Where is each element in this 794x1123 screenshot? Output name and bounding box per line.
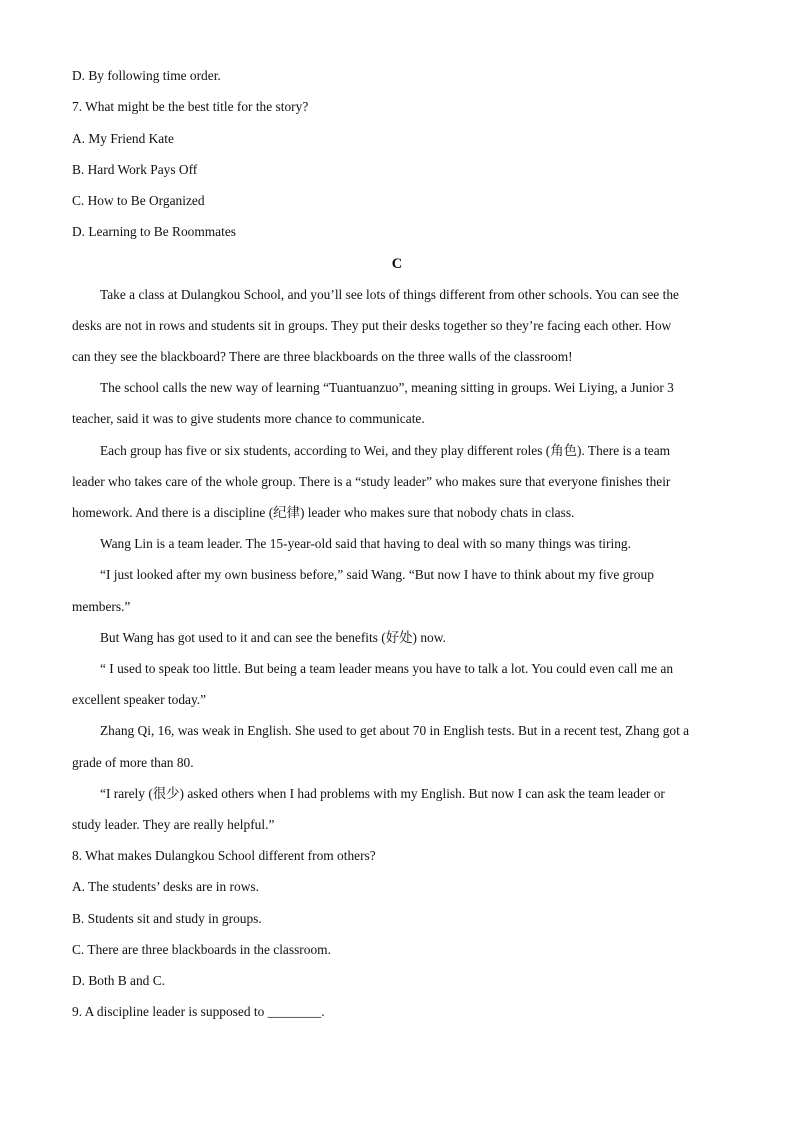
passage-line: Wang Lin is a team leader. The 15-year-old said that having to deal with so many things was tiring. xyxy=(100,536,631,551)
passage-line: study leader. They are really helpful.” xyxy=(72,817,275,832)
q7-option-a: A. My Friend Kate xyxy=(72,131,174,146)
passage-line: desks are not in rows and students sit in groups. They put their desks together so they’re facing each other. How xyxy=(72,318,672,333)
passage-line: can they see the blackboard? There are three blackboards on the three walls of the classroom! xyxy=(72,349,573,364)
passage-line: “I rarely (很少) asked others when I had problems with my English. But now I can ask the team leader or xyxy=(100,786,665,801)
q8-option-b: B. Students sit and study in groups. xyxy=(72,911,262,926)
q8-option-c: C. There are three blackboards in the classroom. xyxy=(72,942,331,957)
passage-line: teacher, said it was to give students more chance to communicate. xyxy=(72,411,425,426)
passage-line: members.” xyxy=(72,599,131,614)
q8-option-d: D. Both B and C. xyxy=(72,973,165,988)
q7-option-c: C. How to Be Organized xyxy=(72,193,205,208)
passage-line: leader who takes care of the whole group. There is a “study leader” who makes sure that everyone finishes their xyxy=(72,474,671,489)
passage-line: “ I used to speak too little. But being a team leader means you have to talk a lot. You could even call me an xyxy=(100,661,674,676)
q7-question: 7. What might be the best title for the story? xyxy=(72,99,309,114)
q7-option-d: D. Learning to Be Roommates xyxy=(72,224,237,239)
q7-option-b: B. Hard Work Pays Off xyxy=(72,162,198,177)
passage-line: But Wang has got used to it and can see the benefits (好处) now. xyxy=(100,630,446,645)
q6-option-d: D. By following time order. xyxy=(72,68,221,83)
passage-line: excellent speaker today.” xyxy=(72,692,207,707)
passage-line: grade of more than 80. xyxy=(72,755,194,770)
q8-option-a: A. The students’ desks are in rows. xyxy=(72,879,259,894)
passage-line: “I just looked after my own business before,” said Wang. “But now I have to think about my five group xyxy=(100,567,654,582)
section-heading: C xyxy=(391,256,403,272)
passage-line: Zhang Qi, 16, was weak in English. She used to get about 70 in English tests. But in a recent test, Zhang got a xyxy=(100,723,690,738)
passage-line: Each group has five or six students, according to Wei, and they play different roles (角色). There is a team xyxy=(100,443,671,458)
q9-question: 9. A discipline leader is supposed to ________. xyxy=(72,1004,325,1019)
passage-line: The school calls the new way of learning “Tuantuanzuo”, meaning sitting in groups. Wei Liying, a Junior 3 xyxy=(100,380,674,395)
passage-line: homework. And there is a discipline (纪律) leader who makes sure that nobody chats in class. xyxy=(72,505,575,520)
q8-question: 8. What makes Dulangkou School different from others? xyxy=(72,848,376,863)
passage-line: Take a class at Dulangkou School, and you’ll see lots of things different from other schools. You can see the xyxy=(100,287,679,302)
